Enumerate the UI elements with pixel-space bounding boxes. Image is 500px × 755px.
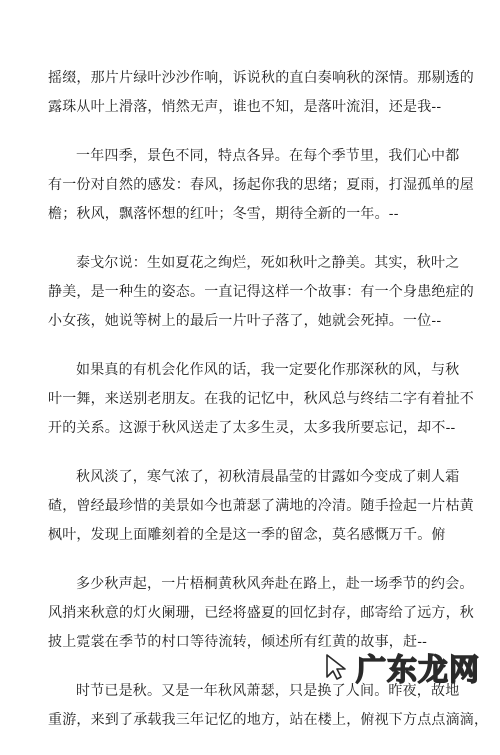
text-line: 泰戈尔说：生如夏花之绚烂，死如秋叶之静美。其实，秋叶之 bbox=[76, 255, 460, 271]
text-line: 檐；秋风，飘落怀想的红叶；冬雪，期待全新的一年。-- bbox=[48, 206, 399, 222]
text-line: 开的关系。这源于秋风送走了太多生灵，太多我所要忘记，却不-- bbox=[48, 420, 456, 436]
text-line: 枫叶，发现上面雕刻着的全是这一季的留念，莫名感慨万千。俯 bbox=[48, 527, 446, 543]
text-line: 重游，来到了承载我三年记忆的地方，站在楼上，俯视下方点点滴滴， bbox=[48, 712, 489, 728]
site-watermark bbox=[322, 645, 480, 689]
text-line: 碴，曾经最珍惜的美景如今也萧瑟了满地的冷清。随手捡起一片枯黄 bbox=[48, 498, 474, 514]
text-line: 多少秋声起，一片梧桐黄秋风奔赴在路上，赴一场季节的约会。 bbox=[76, 576, 474, 592]
text-line: 一年四季，景色不同，特点各异。在每个季节里，我们心中都 bbox=[76, 148, 460, 164]
text-line: 秋风淡了，寒气浓了，初秋清晨晶莹的甘露如今变成了刺人霜 bbox=[76, 469, 460, 485]
paragraph bbox=[48, 356, 474, 443]
paragraph bbox=[48, 142, 474, 229]
paragraph bbox=[48, 570, 474, 657]
watermark-text: 广东龙网 bbox=[356, 653, 480, 688]
text-line: 时节已是秋。又是一年秋风萧瑟，只是换了人间。昨夜，故地 bbox=[76, 683, 460, 699]
text-line: 有一份对自然的感发：春风，扬起你我的思绪；夏雨，打湿孤单的屋 bbox=[48, 177, 474, 193]
text-line: 露珠从叶上滑落，悄然无声，谁也不知，是落叶流泪，还是我-- bbox=[48, 99, 442, 115]
paragraph bbox=[48, 249, 474, 336]
text-line: 披上霓裳在季节的村口等待流转，倾述所有红黄的故事，赶-- bbox=[48, 634, 428, 650]
text-line: 小女孩，她说等树上的最后一片叶子落了，她就会死掉。一位-- bbox=[48, 313, 442, 329]
paragraph bbox=[48, 64, 474, 122]
text-line: 叶一舞，来送别老朋友。在我的记忆中，秋风总与终结二字有着扯不 bbox=[48, 391, 474, 407]
text-line: 摇缀，那片片绿叶沙沙作响，诉说秋的直白奏响秋的深情。那剔透的 bbox=[48, 70, 474, 86]
cursor-arrow-icon bbox=[322, 652, 352, 682]
text-line: 静美，是一种生的姿态。一直记得这样一个故事：有一个身患绝症的 bbox=[48, 284, 474, 300]
text-line: 风捎来秋意的灯火阑珊，已经将盛夏的回忆封存，邮寄给了远方，秋 bbox=[48, 605, 474, 621]
text-line: 如果真的有机会化作风的话，我一定要化作那深秋的风，与秋 bbox=[76, 362, 460, 378]
paragraph bbox=[48, 463, 474, 550]
